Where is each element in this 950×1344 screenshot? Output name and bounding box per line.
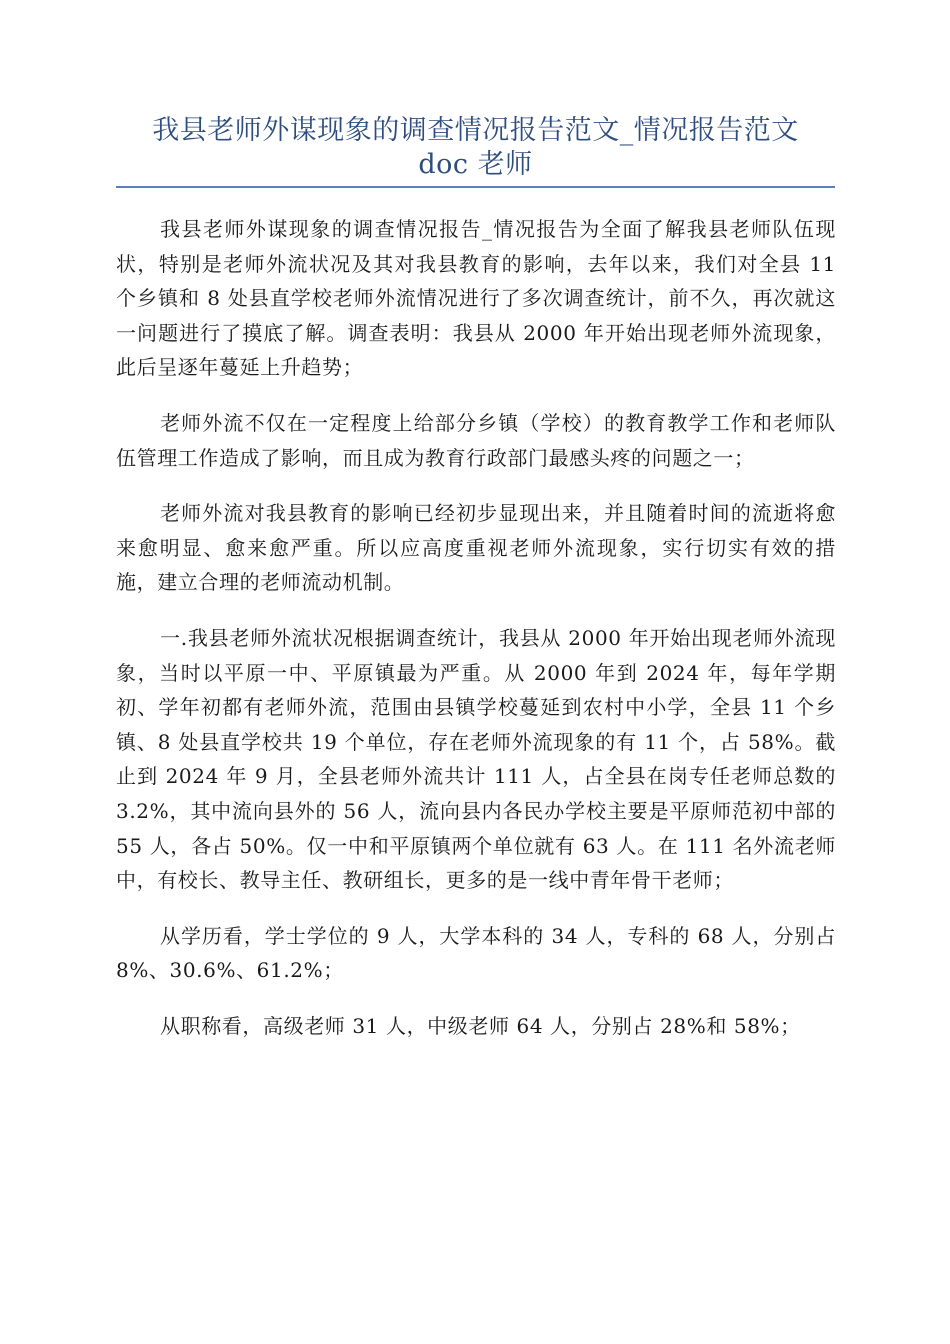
title-line-2: doc 老师 xyxy=(418,149,533,180)
document-title xyxy=(116,114,835,182)
paragraph-intro: 我县老师外谋现象的调查情况报告_情况报告为全面了解我县老师队伍现状，特别是老师外流状况及其对我县教育的影响，去年以来，我们对全县 11 个乡镇和 8 处县直学校老师外流情况进行了多次调查统计，前不久，再次就这一问题进行了摸底了解。调查表明：我县从 2000 年开始出现老师外流现象，此后呈逐年蔓延上升趋势； xyxy=(116,217,836,380)
document-body xyxy=(116,212,836,1064)
title-underline xyxy=(116,186,835,188)
paragraph-status: 一.我县老师外流状况根据调查统计，我县从 2000 年开始出现老师外流现象，当时以平原一中、平原镇最为严重。从 2000 年到 2024 年，每年学期初、学年初都有老师外流，范围由县镇学校蔓延到农村中小学，全县 11 个乡镇、8 处县直学校共 19 个单位，存在老师外流现象的有 11 个，占 58%。截止到 2024 年 9 月，全县老师外流共计 111 人，占全县在岗专任老师总数的 3.2%，其中流向县外的 56 人，流向县内各民办学校主要是平原师范初中部的 55 人，各占 50%。仅一中和平原镇两个单位就有 63 人。在 111 名外流老师中，有校长、教导主任、教研组长，更多的是一线中青年骨干老师； xyxy=(116,625,836,893)
title-line-1: 我县老师外谋现象的调查情况报告范文_情况报告范文 xyxy=(152,115,799,146)
paragraph-measures: 老师外流对我县教育的影响已经初步显现出来，并且随着时间的流逝将愈来愈明显、愈来愈严重。所以应高度重视老师外流现象，实行切实有效的措施，建立合理的老师流动机制。 xyxy=(116,501,836,595)
paragraph-title-rank: 从职称看，高级老师 31 人，中级老师 64 人，分别占 28%和 58%； xyxy=(160,1013,801,1038)
paragraph-education: 从学历看，学士学位的 9 人，大学本科的 34 人，专科的 68 人，分别占 8%、30.6%、61.2%； xyxy=(116,923,836,983)
paragraph-impact: 老师外流不仅在一定程度上给部分乡镇（学校）的教育教学工作和老师队伍管理工作造成了影响，而且成为教育行政部门最感头疼的问题之一； xyxy=(116,410,836,470)
